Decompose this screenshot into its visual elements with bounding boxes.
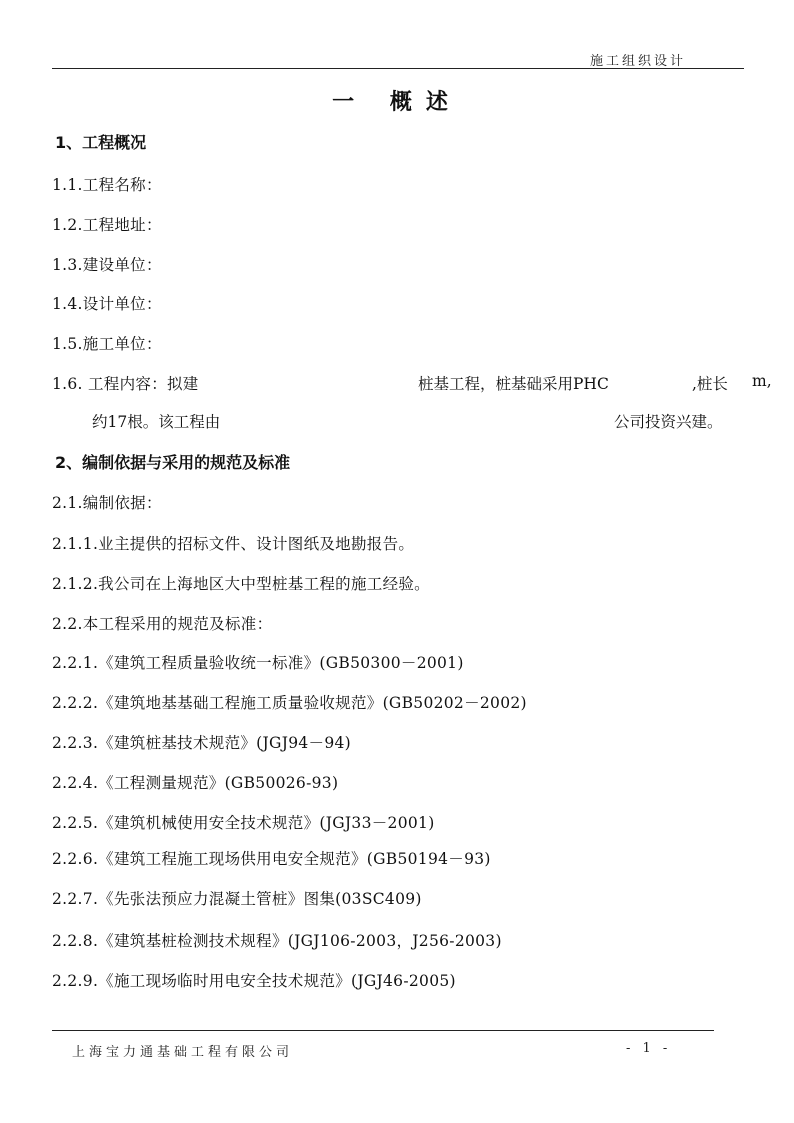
standard-item-7: 2.2.7.《先张法预应力混凝土管桩》图集(03SC409) (52, 890, 422, 908)
standard-item-8: 2.2.8.《建筑基桩检测技术规程》(JGJ106-2003，J256-2003) (52, 932, 502, 950)
section-heading-overview: 1、工程概况 (55, 133, 147, 152)
section-heading-basis: 2、编制依据与采用的规范及标准 (55, 453, 291, 472)
project-content-investor: 公司投资兴建。 (614, 413, 723, 431)
project-content-pile-type: 桩基工程，桩基础采用PHC (418, 375, 609, 393)
standard-item-3: 2.2.3.《建筑桩基技术规范》(JGJ94－94) (52, 734, 352, 752)
contractor-line: 1.5.施工单位： (52, 335, 162, 353)
client-line: 1.3.建设单位： (52, 256, 162, 274)
header-divider (52, 68, 744, 69)
standard-item-2: 2.2.2.《建筑地基基础工程施工质量验收规范》(GB50202－2002) (52, 694, 527, 712)
page-number: - 1 - (626, 1041, 672, 1056)
basis-item-1: 2.1.1.业主提供的招标文件、设计图纸及地勘报告。 (52, 535, 415, 553)
project-content-pile-count: 约17根。该工程由 (92, 413, 221, 431)
standard-item-6: 2.2.6.《建筑工程施工现场供用电安全规范》(GB50194－93) (52, 850, 491, 868)
project-address-line: 1.2.工程地址： (52, 216, 162, 234)
basis-item-2: 2.1.2.我公司在上海地区大中型桩基工程的施工经验。 (52, 575, 430, 593)
designer-line: 1.4.设计单位： (52, 295, 162, 313)
project-content-line-start: 1.6. 工程内容：拟建 (52, 375, 199, 393)
standard-item-1: 2.2.1.《建筑工程质量验收统一标准》(GB50300－2001) (52, 654, 464, 672)
project-name-line: 1.1.工程名称： (52, 176, 162, 194)
project-content-pile-length-unit: m, (752, 372, 772, 390)
standard-item-5: 2.2.5.《建筑机械使用安全技术规范》(JGJ33－2001) (52, 814, 435, 832)
standard-item-4: 2.2.4.《工程测量规范》(GB50026-93) (52, 774, 339, 792)
project-content-pile-length-label: ,桩长 (692, 375, 728, 393)
footer-divider (52, 1030, 714, 1031)
standards-heading-line: 2.2.本工程采用的规范及标准： (52, 615, 273, 633)
chapter-heading: 一 概述 (332, 89, 462, 115)
standard-item-9: 2.2.9.《施工现场临时用电安全技术规范》(JGJ46-2005) (52, 972, 456, 990)
basis-heading-line: 2.1.编制依据： (52, 494, 162, 512)
running-header: 施工组织设计 (590, 54, 687, 69)
footer-company-name: 上海宝力通基础工程有限公司 (72, 1045, 294, 1060)
